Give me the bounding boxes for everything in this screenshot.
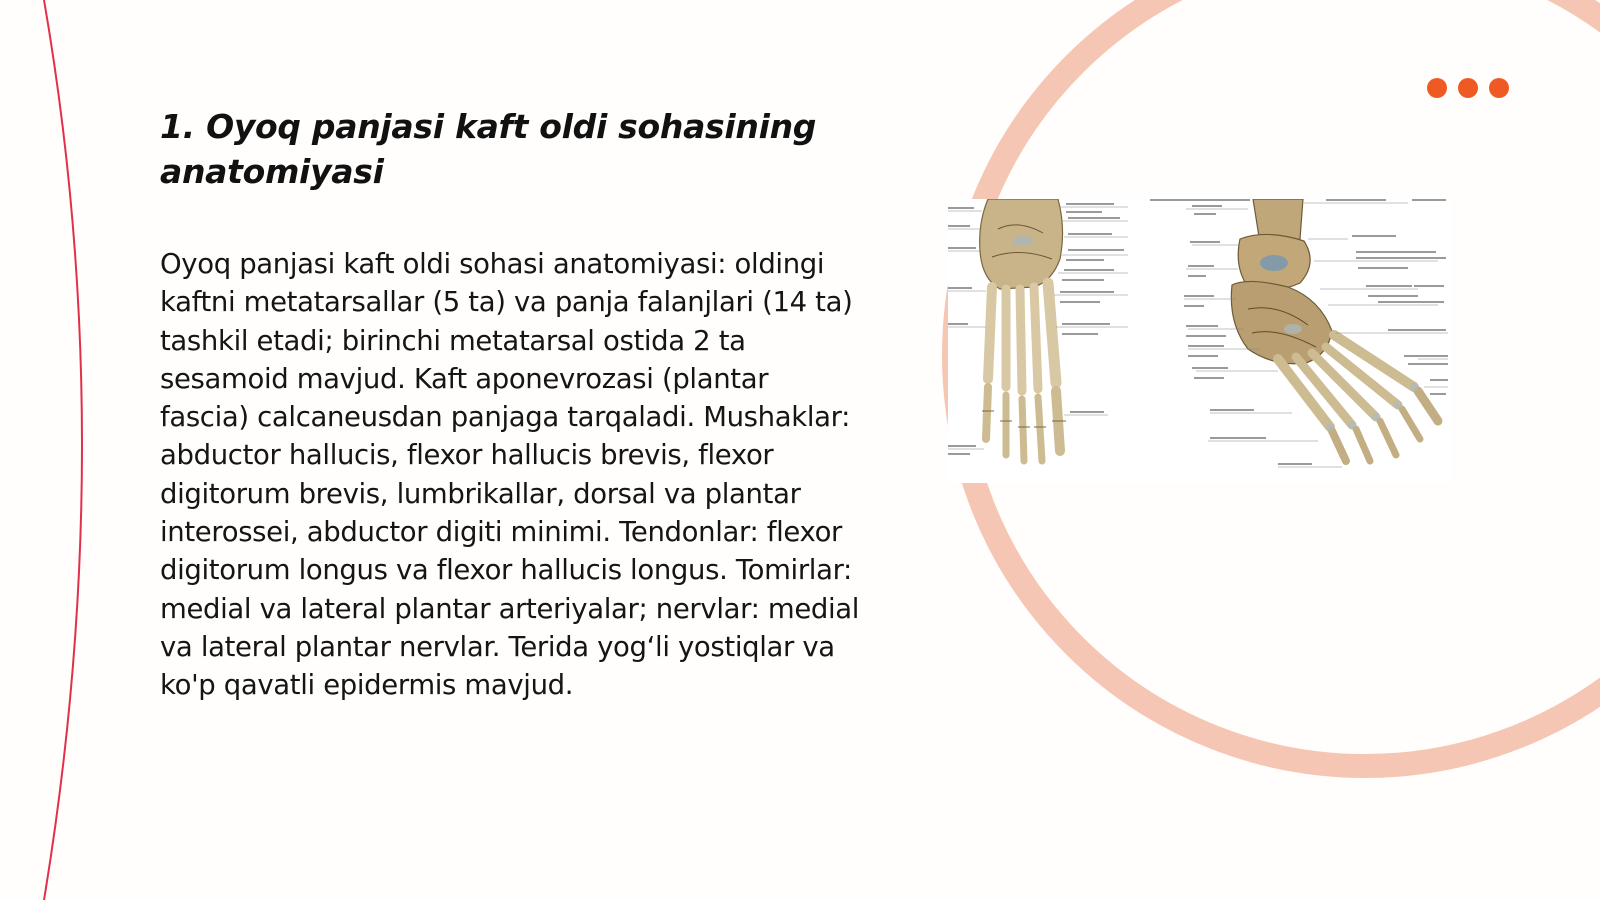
dot (1427, 78, 1447, 98)
dot (1458, 78, 1478, 98)
decorative-left-curve (44, 0, 82, 900)
three-dots-icon (1427, 78, 1509, 98)
slide-body-text: Oyoq panjasi kaft oldi sohasi anatomiyasi: oldingi kaftni metatarsallar (5 ta) va panja falanjlari (14 ta) tashkil etadi; birinchi metatarsal ostida 2 ta sesamoid mavjud. Kaft aponevrozasi (plantar fascia) calcaneusdan panjaga tarqaladi. Mushaklar: abductor hallucis, flexor hallucis brevis, flexor digitorum brevis, lumbrikallar, dorsal va plantar interossei, abductor digiti minimi. Tendonlar: flexor digitorum longus va flexor hallucis longus. Tomirlar: medial va lateral plantar arteriyalar; nervlar: medial va lateral plantar nervlar. Terida yog‘li yostiqlar va ko'p qavatli epidermis mavjud. (160, 248, 860, 702)
foot-anatomy-illustration (948, 199, 1451, 483)
dot (1489, 78, 1509, 98)
slide-title: 1. Oyoq panjasi kaft oldi sohasining anatomiyasi (160, 107, 817, 191)
